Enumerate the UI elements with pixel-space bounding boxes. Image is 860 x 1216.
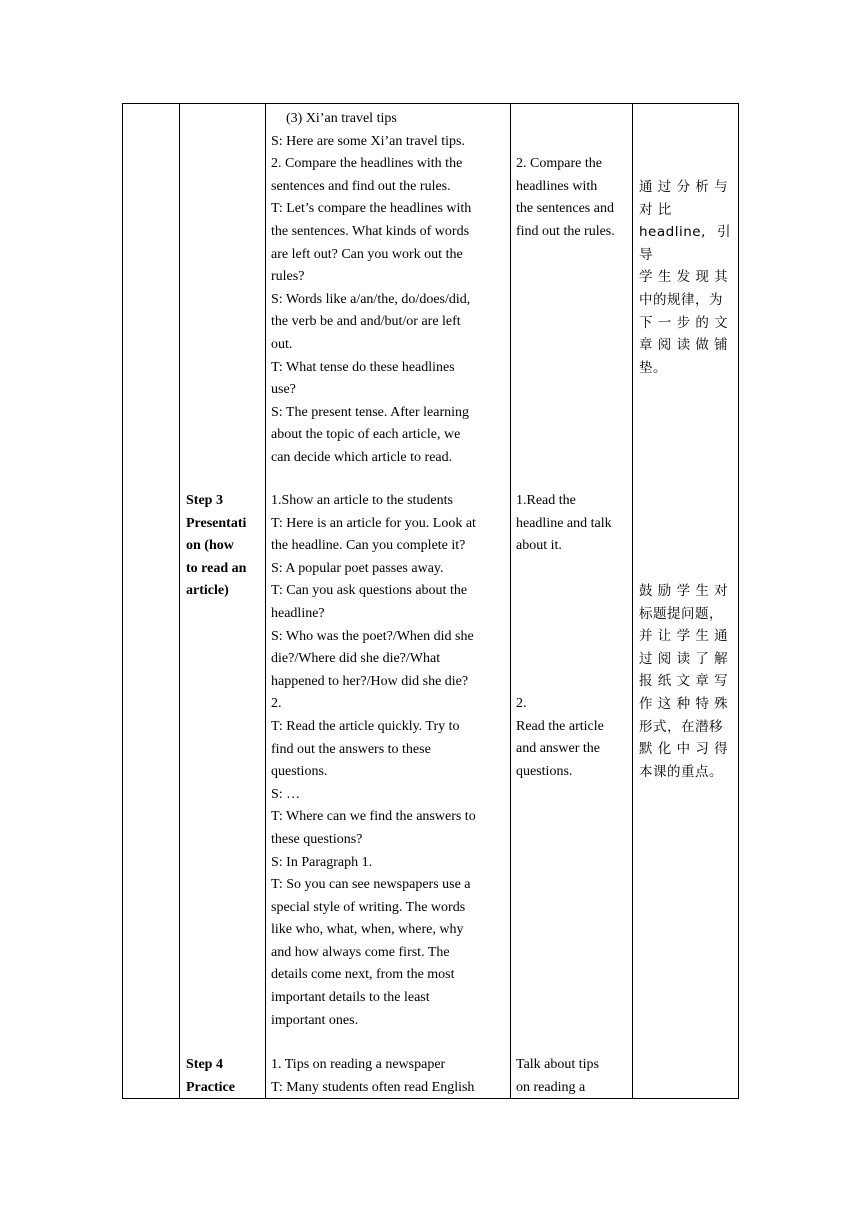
student-block-4: Talk about tips on reading a	[516, 1057, 600, 1095]
step3-label: Step 3 Presentati on (how to read an article)	[186, 493, 247, 599]
blank-column-cell	[123, 104, 180, 1099]
purpose-block-2: 鼓 励 学 生 对 标题提问题， 并 让 学 生 通 过 阅 读 了 解 报 纸 文 章 写 作 这 种 特 殊 形式，在潜移 默 化 中 习 得 本课的重点。	[639, 583, 729, 780]
step-column-cell	[180, 104, 266, 1099]
teacher-block-1: (3) Xi’an travel tips S: Here are some Xi’an travel tips. 2. Compare the headlines with the sentences and find out the rules. T: Let’s compare the headlines with the sentences. What kinds of words are left out? Can you work out the rules? S: Words like a/an/the, do/does/did, the verb be and and/but/or are left out. T: What tense do these headlines use? S: The present tense. After learning about the topic of each article, we can decide which article to read.	[271, 111, 472, 465]
student-block-1: 2. Compare the headlines with the sentences and find out the rules.	[516, 156, 615, 239]
student-block-2: 1.Read the headline and talk about it.	[516, 493, 612, 554]
lesson-plan-table	[122, 103, 739, 1099]
purpose-block-1: 通 过 分 析 与 对 比 headline,引导 学 生 发 现 其 中的规律，为 下 一 步 的 文 章 阅 读 做 铺 垫。	[639, 179, 731, 376]
table-row	[123, 104, 739, 1099]
student-block-3: 2. Read the article and answer the questions.	[516, 696, 604, 779]
teacher-block-3: 1. Tips on reading a newspaper T: Many students often read English	[271, 1057, 475, 1095]
teacher-block-2: 1.Show an article to the students T: Here is an article for you. Look at the headline. Can you complete it? S: A popular poet passes away. T: Can you ask questions about the headline? S: Who was the poet?/When did she die?/Where did she die?/What happened to her?/How did she die? 2. T: Read the article quickly. Try to find out the answers to these questions. S: … T: Where can we find the answers to these questions? S: In Paragraph 1. T: So you can see newspapers use a special style of writing. The words like who, what, when, where, why and how always come first. The details come next, from the most important details to the least important ones.	[271, 493, 476, 1028]
student-activity-cell	[511, 104, 633, 1099]
teacher-activity-cell	[266, 104, 511, 1099]
purpose-cell	[633, 104, 739, 1099]
step4-label: Step 4 Practice	[186, 1057, 235, 1095]
